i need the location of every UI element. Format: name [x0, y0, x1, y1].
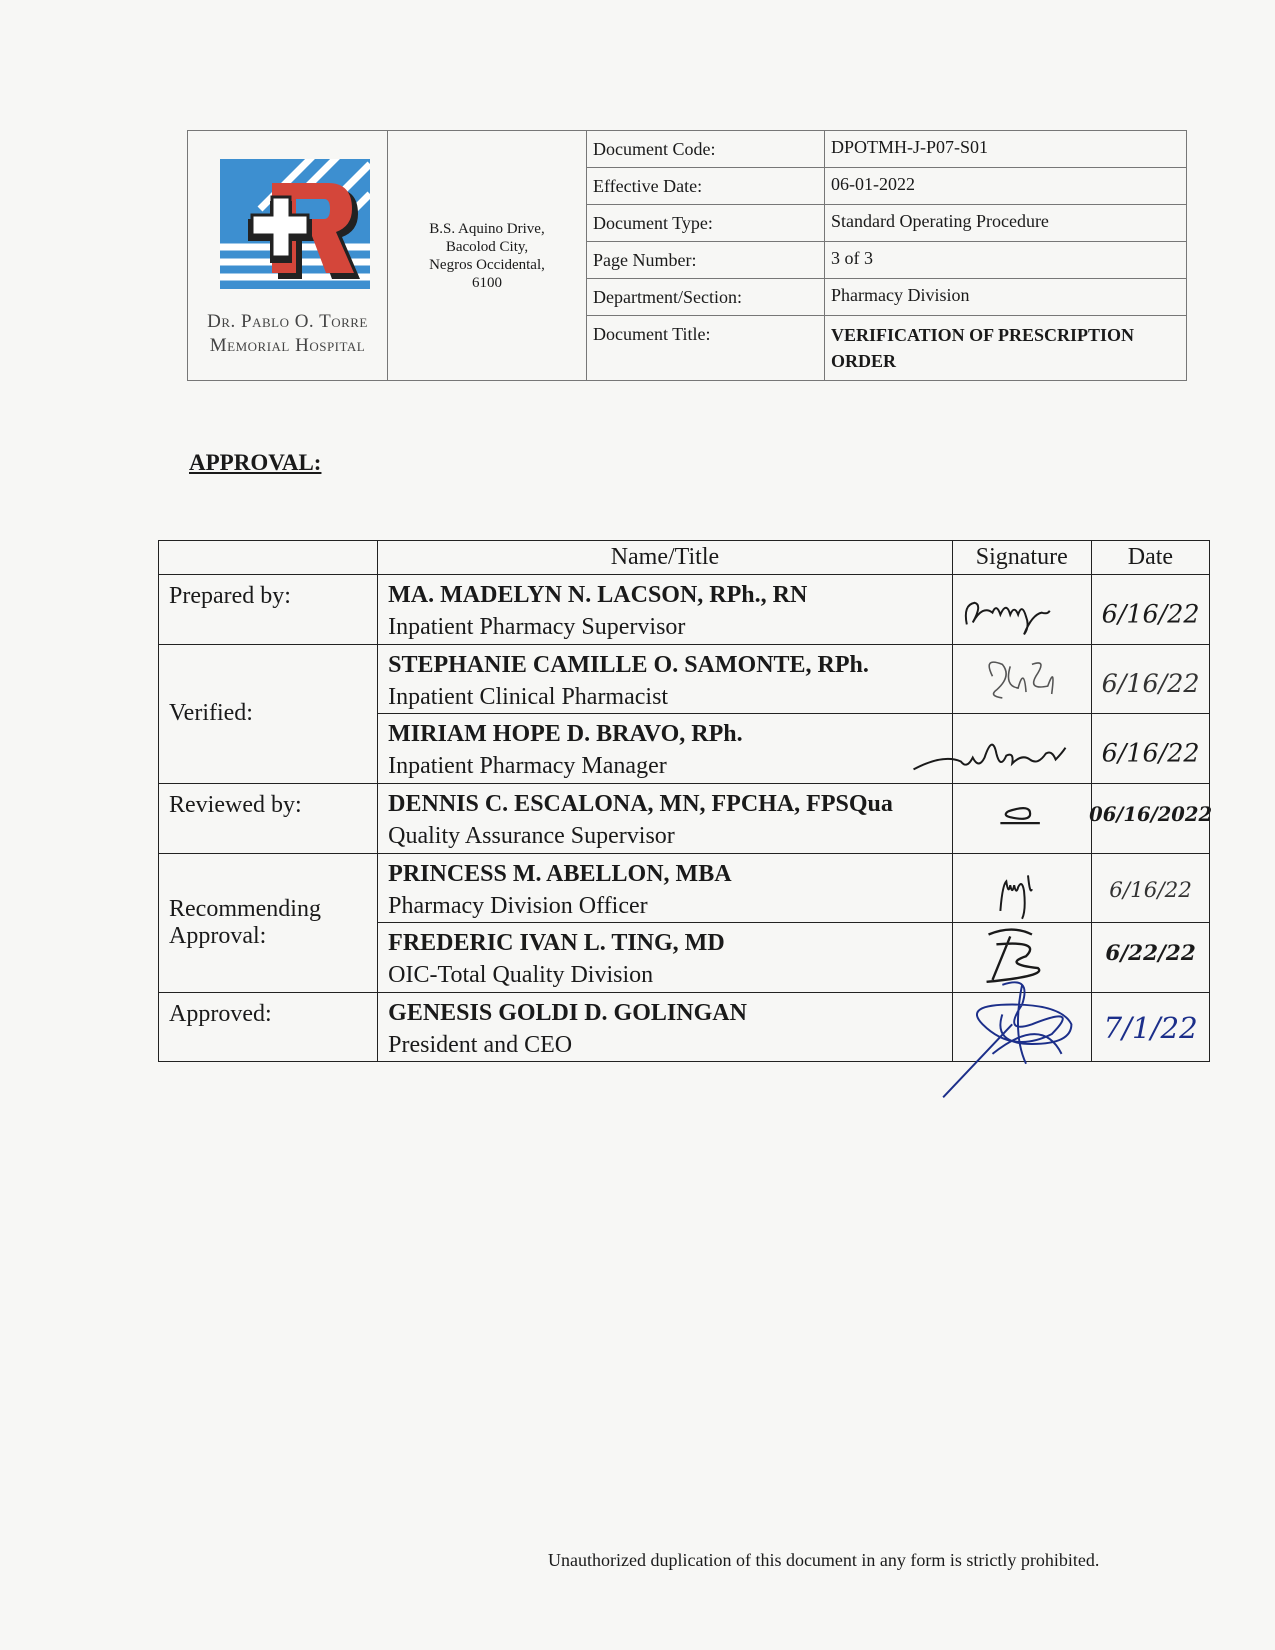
signature-cell — [952, 923, 1091, 992]
svg-text:6/16/22: 6/16/22 — [1109, 877, 1192, 903]
date-column-header: Date — [1091, 541, 1209, 575]
signature-cell — [952, 575, 1091, 644]
table-row — [159, 644, 1210, 713]
role-prepared: Prepared by: — [159, 575, 378, 644]
approval-header-row — [159, 541, 1210, 575]
role-column-header — [159, 541, 378, 575]
svg-text:6/16/22: 6/16/22 — [1101, 737, 1200, 768]
document-type-label: Document Type: — [587, 205, 825, 242]
person-title: President and CEO — [388, 1031, 573, 1058]
department-label: Department/Section: — [587, 279, 825, 316]
effective-date-value: 06-01-2022 — [825, 168, 1187, 205]
svg-text:7/1/22: 7/1/22 — [1103, 1010, 1198, 1045]
address-line3: Negros Occidental, — [429, 256, 545, 273]
signature-cell — [952, 713, 1091, 783]
hospital-logo-icon — [220, 159, 370, 289]
role-recommending-line2: Approval: — [169, 922, 267, 949]
page-number-value: 3 of 3 — [825, 242, 1187, 279]
table-row — [159, 575, 1210, 644]
person-name: STEPHANIE CAMILLE O. SAMONTE, RPh. — [388, 651, 869, 678]
date-written-2 — [1092, 645, 1209, 713]
person-cell — [378, 992, 953, 1061]
document-code-value: DPOTMH-J-P07-S01 — [825, 131, 1187, 168]
page-number-label: Page Number: — [587, 242, 825, 279]
signature-lacson-icon — [953, 575, 1091, 643]
address-line2: Bacolod City, — [445, 238, 529, 255]
role-recommending-line1: Recommending — [169, 895, 321, 922]
signature-cell — [952, 853, 1091, 922]
date-cell — [1088, 784, 1212, 853]
table-row — [159, 992, 1210, 1061]
role-verified: Verified: — [159, 644, 378, 784]
signature-escalona-icon — [953, 784, 1091, 852]
department-value: Pharmacy Division — [825, 279, 1187, 316]
name-title-column-header: Name/Title — [378, 541, 953, 575]
date-written-4 — [1088, 784, 1212, 852]
approval-heading: APPROVAL: — [189, 450, 322, 475]
signature-cell — [952, 784, 1091, 853]
date-cell — [1091, 853, 1209, 922]
person-cell — [378, 644, 953, 713]
svg-text:6/16/22: 6/16/22 — [1101, 598, 1200, 629]
document-title-value: VERIFICATION OF PRESCRIPTION ORDER — [825, 316, 1187, 381]
date-written-3 — [1092, 714, 1209, 783]
person-title: Quality Assurance Supervisor — [388, 823, 675, 850]
person-cell — [378, 923, 953, 992]
person-name: GENESIS GOLDI D. GOLINGAN — [388, 999, 747, 1026]
document-type-value: Standard Operating Procedure — [825, 205, 1187, 242]
hospital-name — [188, 310, 387, 358]
role-reviewed: Reviewed by: — [159, 784, 378, 853]
table-row — [159, 853, 1210, 922]
signature-abellon-icon — [953, 854, 1091, 922]
table-row — [159, 784, 1210, 853]
person-title: Inpatient Pharmacy Manager — [388, 752, 667, 779]
person-cell — [378, 853, 953, 922]
date-cell — [1091, 644, 1209, 713]
logo-cell — [188, 131, 388, 381]
person-name: FREDERIC IVAN L. TING, MD — [388, 930, 725, 957]
person-name: PRINCESS M. ABELLON, MBA — [388, 860, 732, 887]
date-cell — [1091, 992, 1209, 1061]
person-cell — [378, 713, 953, 783]
person-cell — [378, 575, 953, 644]
signature-cell — [952, 644, 1091, 713]
person-name: MA. MADELYN N. LACSON, RPh., RN — [388, 582, 808, 609]
date-written-1 — [1092, 575, 1209, 643]
date-cell — [1091, 575, 1209, 644]
svg-text:6/22/22: 6/22/22 — [1105, 941, 1196, 967]
role-approved: Approved: — [159, 992, 378, 1061]
hospital-name-line2: Memorial Hospital — [209, 335, 366, 356]
person-cell — [378, 784, 953, 853]
person-name: DENNIS C. ESCALONA, MN, FPCHA, FPSQua — [388, 791, 893, 818]
person-title: OIC-Total Quality Division — [388, 962, 654, 989]
footer-notice: Unauthorized duplication of this document in any form is strictly prohibited. — [548, 1550, 1100, 1570]
document-header — [187, 130, 1187, 381]
document-title-label: Document Title: — [587, 316, 825, 381]
date-written-7 — [1092, 993, 1209, 1061]
person-name: MIRIAM HOPE D. BRAVO, RPh. — [388, 720, 743, 747]
signature-ting-icon — [953, 923, 1091, 991]
effective-date-label: Effective Date: — [587, 168, 825, 205]
signature-bravo-icon — [953, 714, 1091, 783]
signature-cell — [952, 992, 1091, 1061]
document-code-label: Document Code: — [587, 131, 825, 168]
signature-samonte-icon — [953, 645, 1091, 713]
address-line1: B.S. Aquino Drive, — [429, 220, 545, 237]
hospital-name-line1: Dr. Pablo O. Torre — [207, 311, 368, 332]
person-title: Inpatient Pharmacy Supervisor — [388, 614, 686, 641]
person-title: Inpatient Clinical Pharmacist — [388, 683, 669, 710]
date-written-6 — [1092, 923, 1209, 991]
address-line4: 6100 — [472, 274, 502, 291]
signature-golingan-icon — [953, 993, 1091, 1061]
person-title: Pharmacy Division Officer — [388, 892, 648, 919]
date-cell — [1091, 923, 1209, 992]
svg-text:06/16/2022: 06/16/2022 — [1088, 803, 1212, 827]
signature-column-header: Signature — [952, 541, 1091, 575]
date-cell — [1091, 713, 1209, 783]
role-recommending — [159, 853, 378, 992]
hospital-address — [388, 131, 587, 381]
date-written-5 — [1092, 854, 1209, 922]
svg-text:6/16/22: 6/16/22 — [1101, 667, 1200, 698]
approval-table — [158, 540, 1210, 1062]
